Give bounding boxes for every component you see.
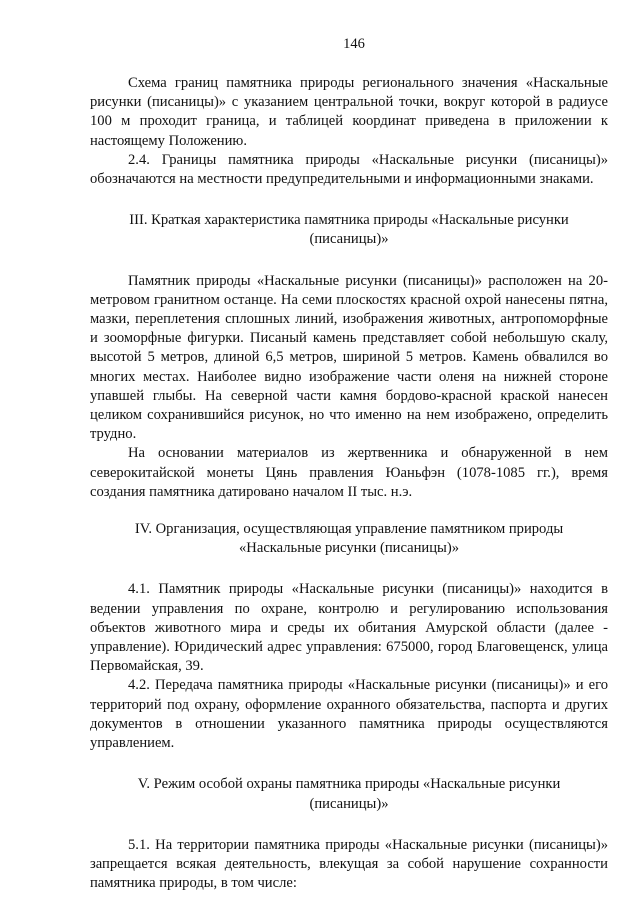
section-5-heading: V. Режим особой охраны памятника природы «Наскальные рисунки (писаницы)» [137, 776, 561, 812]
section-3-paragraph-2: На основании материалов из жертвенника и обнаруженной в нем северокитайской монеты Цянь правления Юаньфэн (1078-1085 гг.), время создания памятника датировано началом II тыс. н.э. [90, 445, 608, 500]
section-3-heading: III. Краткая характеристика памятника природы «Наскальные рисунки (писаницы)» [129, 212, 569, 248]
section-4-heading: IV. Организация, осуществляющая управление памятником природы «Наскальные рисунки (писаницы)» [134, 521, 564, 557]
intro-paragraph-2: 2.4. Границы памятника природы «Наскальные рисунки (писаницы)» обозначаются на местности предупредительными и информационными знаками. [90, 151, 608, 188]
intro-paragraph-1: Схема границ памятника природы регионального значения «Наскальные рисунки (писаницы)» с указанием центральной точки, вокруг которой в радиусе 100 м проходит граница, и таблицей координат приведена в приложении к настоящему Положению. [90, 75, 608, 149]
page-number: 146 [343, 36, 365, 52]
section-4-paragraph-2: 4.2. Передача памятника природы «Наскальные рисунки (писаницы)» и его территорий под охрану, оформление охранного обязательства, паспорта и других документов в отношении указанного памятника природы осуществляются управлением. [90, 677, 608, 752]
section-3-paragraph-1: Памятник природы «Наскальные рисунки (писаницы)» расположен на 20-метровом гранитном останце. На семи плоскостях красной охрой нанесены пятна, мазки, переплетения сплошных линий, изображения животных, антропоморфные и зооморфные фигурки. Писаный камень представляет собой небольшую скалу, высотой 5 метров, длиной 6,5 метров, шириной 5 метров. Камень обвалился во многих местах. Наиболее видно изображение части оленя на нижней стороне упавшей глыбы. На северной части камня бордово-красной краской нанесен целиком сохранившийся рисунок, но что именно на нем изображено, определить трудно. [90, 272, 608, 443]
section-5-paragraph-1: 5.1. На территории памятника природы «Наскальные рисунки (писаницы)» запрещается всякая деятельность, влекущая за собой нарушение сохранности памятника природы, в том числе: [90, 836, 608, 892]
section-4-paragraph-1: 4.1. Памятник природы «Наскальные рисунки (писаницы)» находится в ведении управления по охране, контролю и регулированию использования объектов животного мира и среды их обитания Амурской области (далее - управление). Юридический адрес управления: 675000, город Благовещенск, улица Первомайская, 39. [90, 581, 608, 675]
